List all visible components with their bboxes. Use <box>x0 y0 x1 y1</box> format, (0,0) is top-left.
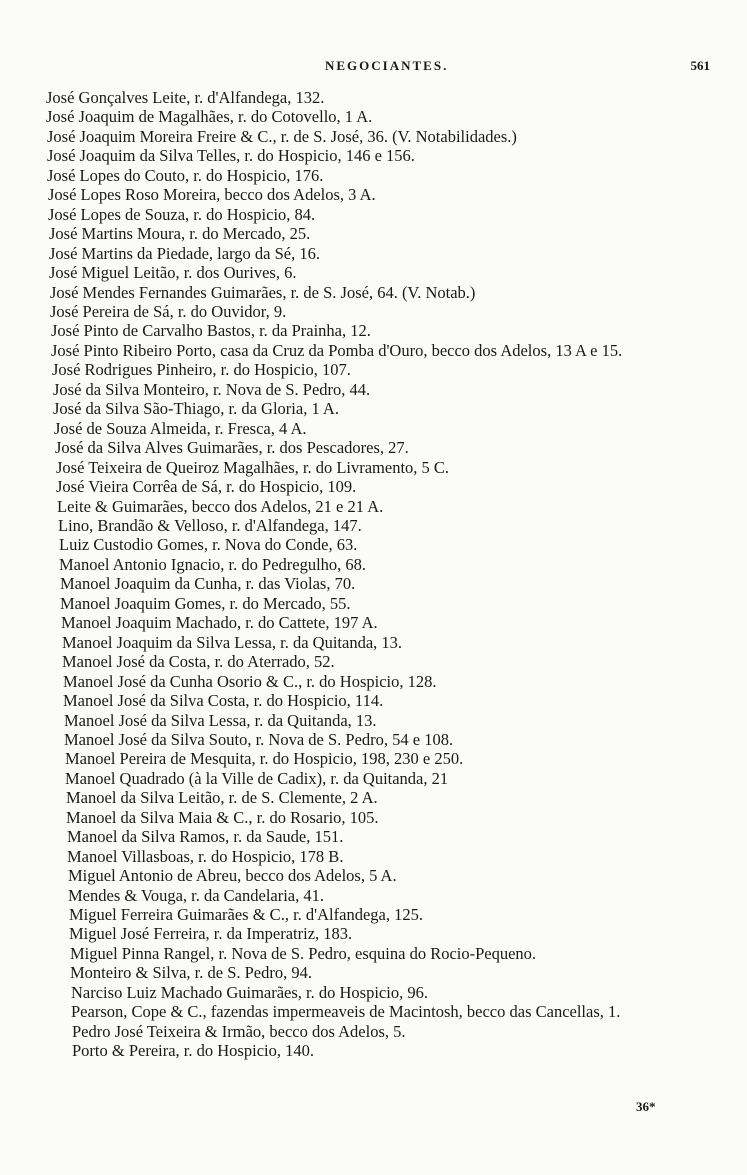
list-item: José Vieira Corrêa de Sá, r. do Hospicio, 109. <box>56 477 357 497</box>
list-item: José Lopes Roso Moreira, becco dos Adelos, 3 A. <box>48 185 376 205</box>
list-item: José da Silva Alves Guimarães, r. dos Pescadores, 27. <box>55 438 409 458</box>
list-item: José Miguel Leitão, r. dos Ourives, 6. <box>49 263 297 283</box>
list-item: Porto & Pereira, r. do Hospicio, 140. <box>72 1041 314 1061</box>
list-item: Manoel da Silva Leitão, r. de S. Clemente, 2 A. <box>66 788 378 808</box>
signature-mark: 36* <box>636 1099 656 1114</box>
list-item: José Pinto Ribeiro Porto, casa da Cruz da Pomba d'Ouro, becco dos Adelos, 13 A e 15. <box>51 340 623 360</box>
list-item: Pedro José Teixeira & Irmão, becco dos Adelos, 5. <box>72 1021 406 1041</box>
page-number: 561 <box>690 58 710 73</box>
list-item: José de Souza Almeida, r. Fresca, 4 A. <box>54 418 307 438</box>
list-item: José Joaquim de Magalhães, r. do Cotovello, 1 A. <box>46 107 373 127</box>
list-item: Narciso Luiz Machado Guimarães, r. do Hospicio, 96. <box>71 982 428 1002</box>
list-item: Mendes & Vouga, r. da Candelaria, 41. <box>68 885 325 905</box>
list-item: Manoel José da Silva Costa, r. do Hospicio, 114. <box>63 691 384 711</box>
list-item: José Pereira de Sá, r. do Ouvidor, 9. <box>50 301 287 321</box>
list-item: José Pinto de Carvalho Bastos, r. da Prainha, 12. <box>51 321 371 341</box>
list-item: José Martins da Piedade, largo da Sé, 16. <box>49 243 320 263</box>
list-item: Miguel José Ferreira, r. da Imperatriz, 183. <box>69 924 353 944</box>
list-item: Manoel Antonio Ignacio, r. do Pedregulho, 68. <box>59 554 367 574</box>
list-item: Leite & Guimarães, becco dos Adelos, 21 e 21 A. <box>57 496 384 516</box>
list-item: José da Silva São-Thiago, r. da Gloria, 1 A. <box>53 399 339 419</box>
list-item: José Gonçalves Leite, r. d'Alfandega, 132. <box>46 88 325 107</box>
list-item: José Lopes do Couto, r. do Hospicio, 176. <box>47 165 324 185</box>
list-item: Manoel Joaquim da Cunha, r. das Violas, 70. <box>60 574 356 594</box>
list-item: Manoel Joaquim da Silva Lessa, r. da Quitanda, 13. <box>62 632 403 652</box>
list-item: Pearson, Cope & C., fazendas impermeaveis de Macintosh, becco das Cancellas, 1. <box>71 1002 621 1022</box>
list-item: Manoel Quadrado (à la Ville de Cadix), r. da Quitanda, 21 <box>65 768 449 788</box>
list-item: Manoel José da Silva Souto, r. Nova de S. Pedro, 54 e 108. <box>64 729 454 749</box>
list-item: José Martins Moura, r. do Mercado, 25. <box>49 224 311 244</box>
list-item: Manoel Villasboas, r. do Hospicio, 178 B. <box>67 846 344 866</box>
list-item: Luiz Custodio Gomes, r. Nova do Conde, 63. <box>59 535 358 555</box>
list-item: Manoel Pereira de Mesquita, r. do Hospicio, 198, 230 e 250. <box>65 749 464 769</box>
list-item: José Mendes Fernandes Guimarães, r. de S. José, 64. (V. Notab.) <box>50 282 476 302</box>
directory-list <box>0 88 747 1061</box>
list-item: José Lopes de Souza, r. do Hospicio, 84. <box>48 204 316 224</box>
list-item: Monteiro & Silva, r. de S. Pedro, 94. <box>70 963 312 983</box>
list-item: Lino, Brandão & Velloso, r. d'Alfandega, 147. <box>58 515 362 535</box>
list-item: José Joaquim da Silva Telles, r. do Hospicio, 146 e 156. <box>47 146 415 166</box>
list-item: José Joaquim Moreira Freire & C., r. de S. José, 36. (V. Notabilidades.) <box>47 126 517 146</box>
running-head: NEGOCIANTES. <box>325 58 449 73</box>
list-item: José Rodrigues Pinheiro, r. do Hospicio, 107. <box>52 360 351 380</box>
list-item: Miguel Pinna Rangel, r. Nova de S. Pedro, esquina do Rocio-Pequeno. <box>70 943 537 963</box>
list-item: Miguel Antonio de Abreu, becco dos Adelos, 5 A. <box>68 866 397 886</box>
list-item: Manoel Joaquim Gomes, r. do Mercado, 55. <box>60 593 351 613</box>
list-item: Manoel da Silva Ramos, r. da Saude, 151. <box>67 827 344 847</box>
list-item: Manoel Joaquim Machado, r. do Cattete, 197 A. <box>61 613 378 633</box>
page-header <box>40 58 710 80</box>
list-item: José da Silva Monteiro, r. Nova de S. Pedro, 44. <box>53 379 371 399</box>
list-item: Miguel Ferreira Guimarães & C., r. d'Alfandega, 125. <box>69 905 423 925</box>
list-item: Manoel da Silva Maia & C., r. do Rosario, 105. <box>66 807 379 827</box>
list-item: Manoel José da Silva Lessa, r. da Quitanda, 13. <box>64 710 377 730</box>
list-item: José Teixeira de Queiroz Magalhães, r. do Livramento, 5 C. <box>56 457 450 477</box>
list-item: Manoel José da Costa, r. do Aterrado, 52. <box>62 652 335 672</box>
list-item: Manoel José da Cunha Osorio & C., r. do Hospicio, 128. <box>63 671 437 691</box>
